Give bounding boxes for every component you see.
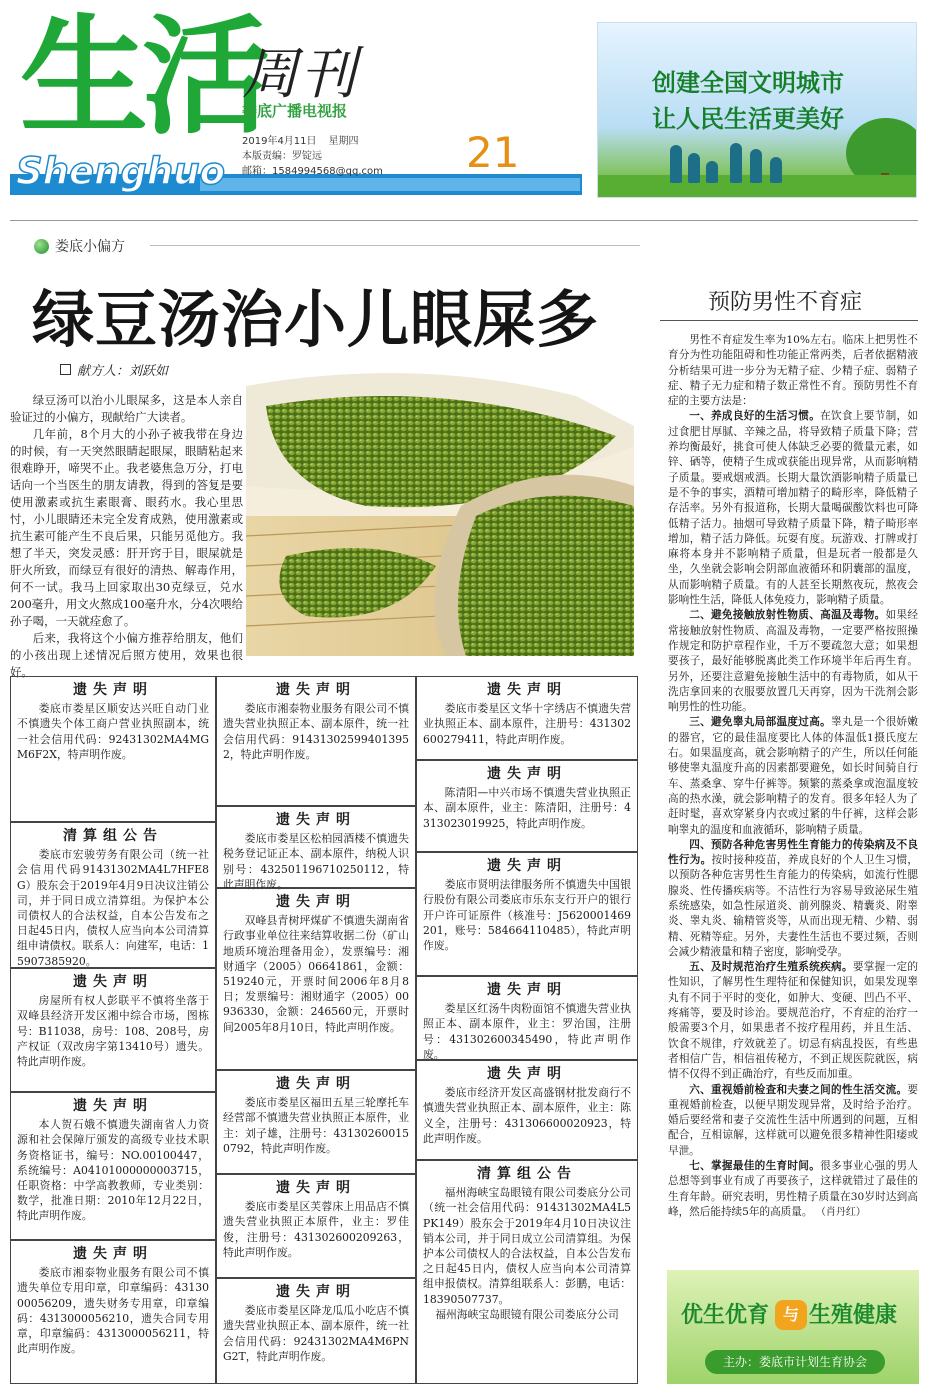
banner-line-1: 创建全国文明城市 bbox=[652, 69, 844, 97]
issue-weekday: 星期四 bbox=[328, 136, 359, 147]
notice-body: 本人贺石娥不慎遗失湖南省人力资源和社会保障厅颁发的高级专业技术职务资格证书，编号：NO.00100447，系统编号：A04101000000003715，任职资格：中学高教教师，专业类别：数学，批准日期：2010年12月22日，特此声明作废。 bbox=[17, 1118, 209, 1223]
masthead-light-bar bbox=[200, 178, 580, 191]
notice-title: 遗失声明 bbox=[276, 1076, 356, 1092]
notice-box bbox=[216, 806, 416, 891]
masthead-paper-name: 娄底广播电视报 bbox=[242, 102, 348, 120]
notice-title: 遗失声明 bbox=[73, 974, 153, 990]
side-intro: 男性不育症发生率为10%左右。临床上把男性不育分为性功能阻碍和性功能正常两类，后者依据精液分析结果可进一步分为无精子症、少精子症、弱精子症、精子无力症和精子数正常性不育。预防男性不育症的主要方法是： bbox=[668, 334, 918, 408]
notice-title: 遗失声明 bbox=[73, 1098, 153, 1114]
notice-box bbox=[416, 760, 638, 852]
masthead-title: 生活 bbox=[20, 3, 265, 152]
notice-body: 娄底市娄星区顺安达兴旺自动门业不慎遗失个体工商户营业执照副本，统一社会信用代码：92431302MA4MGM6F2X，特声明作废。 bbox=[17, 702, 209, 761]
notice-body: 娄底市娄星区文华十字绣店不慎遗失营业执照正本、副本原件，注册号：431302600279411，特此声明作废。 bbox=[423, 702, 631, 746]
notice-body: 娄底市娄星区福田五星三轮摩托车经营部不慎遗失营业执照正本原件，业主：刘子雄，注册号：431302600150792，特此声明作废。 bbox=[223, 1096, 409, 1155]
notice-box bbox=[216, 888, 416, 1070]
notice-box bbox=[416, 1160, 638, 1384]
notice-box bbox=[416, 1060, 638, 1160]
masthead-pinyin: Shenghuo bbox=[16, 150, 226, 193]
notice-box bbox=[216, 1174, 416, 1278]
notice-title: 遗失声明 bbox=[73, 682, 153, 698]
masthead-info bbox=[242, 134, 383, 179]
notice-title: 遗失声明 bbox=[487, 682, 567, 698]
notice-box bbox=[216, 1070, 416, 1174]
square-icon bbox=[60, 364, 71, 375]
article-paragraph: 后来，我将这个小偏方推荐给朋友，他们的小孩出现上述情况后照方使用，效果也很好。 bbox=[10, 631, 243, 679]
health-ad bbox=[667, 1270, 919, 1384]
ad-slogan-1: 优生优育 bbox=[681, 1303, 770, 1328]
notice-title: 遗失声明 bbox=[487, 982, 567, 998]
column-tag bbox=[34, 236, 125, 256]
notice-title: 清算组公告 bbox=[477, 1166, 577, 1182]
side-section: 五、及时规范治疗生殖系统疾病。要掌握一定的性知识，了解男性生理特征和保健知识，如果发现睾丸有不同于平时的变化，如肿大、变硬、凹凸不平、疼痛等，要及时诊治。要规范治疗，不育症的治疗一般需要3个月，如果患者不按疗程用药，并且生活、饮食不规律，疗效就差了。切忌有病乱投医，有些患者相信广告，相信祖传秘方，不到正规医院就医，病情不仅得不到正确治疗，有些反而加重。 bbox=[668, 961, 919, 1081]
notice-title: 遗失声明 bbox=[276, 1180, 356, 1196]
notice-title: 遗失声明 bbox=[487, 1066, 567, 1082]
side-article-title: 预防男性不育症 bbox=[707, 290, 862, 315]
ad-sponsor: 主办：娄底市计划生育协会 bbox=[705, 1350, 885, 1374]
family-silhouette-icon bbox=[670, 143, 810, 183]
notice-body: 娄底市娄星区松柏园酒楼不慎遗失税务登记证正本、副本原件，纳税人识别号：432501196710250112，特此声明作废。 bbox=[223, 832, 409, 891]
article-paragraph: 绿豆汤可以治小儿眼屎多，这是本人亲自验证过的小偏方，现献给广大读者。 bbox=[10, 393, 243, 424]
ad-slogan-2: 生殖健康 bbox=[809, 1303, 898, 1328]
banner-line-2: 让人民生活更美好 bbox=[652, 105, 844, 133]
notice-body: 娄底市宏骏劳务有限公司（统一社会信用代码91431302MA4L7HFE8G）股东会于2019年4月9日决议注销公司，并于同日成立清算组。为保护本公司债权人的合法权益，自本公告发布之日起45日内，债权人应当向本公司清算组申请债权。联系人：向建军，电话：15907385920。 bbox=[17, 848, 209, 968]
notice-title: 遗失声明 bbox=[73, 1246, 153, 1262]
notice-box bbox=[10, 1240, 216, 1384]
side-section: 七、掌握最佳的生育时间。很多事业心强的男人总想等到事业有成了再要孩子，这样就错过了最佳的生育年龄。研究表明，男性精子质量在30岁时达到高峰，然后能持续5年的高质量。 （肖丹红） bbox=[668, 1160, 919, 1218]
byline-text: 献方人：刘跃如 bbox=[77, 364, 169, 379]
mung-bean-photo bbox=[246, 366, 634, 656]
editor-line: 本版责编：罗锭远 bbox=[242, 151, 322, 162]
notice-box bbox=[416, 852, 638, 976]
notice-body: 娄底市经济开发区高盛钢材批发商行不慎遗失营业执照正本、副本原件，业主：陈义全，注册号：431306600020923，特此声明作废。 bbox=[423, 1086, 631, 1145]
notice-title: 遗失声明 bbox=[276, 812, 356, 828]
side-title-rule bbox=[660, 320, 918, 321]
issue-date: 2019年4月11日 bbox=[242, 136, 317, 147]
notice-box bbox=[216, 676, 416, 806]
notice-body: 娄底市湘泰物业服务有限公司不慎遗失单位专用印章，印章编码：4313000056209，遗失财务专用章，印章编码：4313000056210，遗失合同专用章，印章编码：4313000056211，特此声明作废。 bbox=[17, 1266, 209, 1356]
notice-box bbox=[416, 676, 638, 760]
email-line: 邮箱：1584994568@qq.com bbox=[242, 166, 383, 177]
top-rule bbox=[10, 220, 918, 221]
notice-body: 娄底市湘泰物业服务有限公司不慎遗失营业执照正本、副本原件，统一社会信用代码：91431302599401395 2，特此声明作废。 bbox=[223, 702, 409, 761]
notice-box bbox=[10, 1092, 216, 1240]
notice-box bbox=[10, 968, 216, 1092]
notice-box bbox=[216, 1278, 416, 1384]
tag-rule bbox=[150, 245, 640, 246]
article-byline bbox=[60, 360, 168, 379]
notice-box bbox=[416, 976, 638, 1060]
notice-signature: 福州海峡宝岛眼镜有限公司娄底分公司 bbox=[435, 1307, 619, 1321]
article-body bbox=[10, 392, 243, 681]
notice-body: 娄星区红汤牛肉粉面馆不慎遗失营业执照正本、副本原件，业主：罗治国，注册号：431302600345490，特此声明作废。 bbox=[423, 1002, 631, 1061]
notice-body: 双峰县青树坪煤矿不慎遗失湖南省行政事业单位往来结算收据二份（矿山地质环境治理备用金），发票编号：湘财通字（2005）06641861，金额：519240元，开票时间2006年8月8日；发票编号：湘财通字（2005）00936330，金额：246560元，开票时间2005年8月10日，特此声明作废。 bbox=[223, 914, 409, 1034]
notice-title: 遗失声明 bbox=[487, 766, 567, 782]
article-paragraph: 几年前，8个月大的小孙子被我带在身边的时候，有一天突然眼睛起眼屎，眼睛粘起来很难睁开，啼哭不止。我老婆焦急万分，打电话向一个当医生的朋友请教，得到的答复是要使用激素或抗生素眼膏、眼药水。我心里思忖，小儿眼睛还未完全发育成熟，使用激素或抗生素可能产生不良后果，只能另觅他方。我想了半天，突发灵感：肝开窍于目，眼屎就是肝火所致，而绿豆有很好的清热、解毒作用，何不一试。我马上回家取出30克绿豆，兑水200毫升，用文火熬成100毫升水，分4次喂给孙子喝，一天就痊愈了。 bbox=[10, 427, 243, 628]
side-section: 六、重视婚前检查和夫妻之间的性生活交流。要重视婚前检查，以便早期发现异常，及时给予治疗。婚后要经常和妻子交流性生活中所遇到的问题，互相配合，互相谅解，这样就可以避免很多精神性阳痿或早泄。 bbox=[668, 1083, 918, 1157]
page-number: 21 bbox=[466, 128, 520, 177]
notice-title: 遗失声明 bbox=[276, 1284, 356, 1300]
notice-body: 福州海峡宝岛眼镜有限公司娄底分公司（统一社会信用代码：91431302MA4L5PK149）股东会于2019年4月10日决议注销本公司，并于同日成立公司清算组。为保护本公司债权人的合法权益，自本公告发布之日起45日内，债权人应当向本公司清算组申报债权。清算组联系人：彭鹏，电话：18390507737。 bbox=[423, 1186, 631, 1306]
notice-title: 遗失声明 bbox=[276, 894, 356, 910]
notice-body: 陈清阳—中兴市场不慎遗失营业执照正本、副本原件，业主：陈清阳，注册号：4313023019925，特此声明作废。 bbox=[423, 786, 631, 830]
side-author: （肖丹红） bbox=[815, 1206, 866, 1218]
article-headline: 绿豆汤治小儿眼屎多 bbox=[32, 283, 600, 356]
masthead-weekly: 周刊 bbox=[242, 42, 358, 107]
side-section: 四、预防各种危害男性生育能力的传染病及不良性行为。按时接种疫苗，养成良好的个人卫生习惯，以预防各种危害男性生育能力的传染病，如流行性腮腺炎、性传播疾病等。不洁性行为容易导致泌尿生殖系统感染，如急性尿道炎、前列腺炎、精囊炎、附睾炎、睾丸炎、输精管炎等，从而出现无精、少精、弱精、死精等症。另外，夫妻性生活也不要过频，否则会减少精液量和精子密度，影响受孕。 bbox=[668, 838, 919, 958]
notice-title: 遗失声明 bbox=[487, 858, 567, 874]
notice-box bbox=[10, 676, 216, 822]
bullet-dot-icon bbox=[34, 239, 49, 254]
notice-title: 遗失声明 bbox=[276, 682, 356, 698]
ad-join-icon: 与 bbox=[775, 1300, 807, 1330]
notice-body: 娄底市贤明法律服务所不慎遗失中国银行股份有限公司娄底市乐东支行开户的银行开户许可证原件（核准号：J5620001469201，账号：584664110485），特此声明作废。 bbox=[423, 878, 631, 953]
notice-body: 娄底市娄星区芙蓉床上用品店不慎遗失营业执照正本原件，业主：罗佳俊，注册号：431302600209263，特此声明作废。 bbox=[223, 1200, 409, 1259]
notice-box bbox=[10, 822, 216, 968]
notice-body: 房屋所有权人彭联平不慎将坐落于双峰县经济开发区湘中综合市场，图栋号：B11038，房号：108、208号，房产权证（双改房字第13410号）遗失。特此声明作废。 bbox=[17, 994, 209, 1069]
notice-body: 娄底市娄星区降龙瓜瓜小吃店不慎遗失营业执照正本、副本原件，统一社会信用代码：92431302MA4M6PNG2T，特此声明作废。 bbox=[223, 1304, 409, 1363]
side-article-body bbox=[668, 333, 918, 1220]
side-section: 二、避免接触放射性物质、高温及毒物。如果经常接触放射性物质、高温及毒物，一定要严格按照操作规定和防护章程作业，千万不要疏忽大意；如果想要孩子，最好能够脱离此类工作环境半年后再生育。另外，还要注意避免接触生活中的有毒物质，如从干洗店拿回来的衣服要放置几天再穿，因为干洗剂会影响男性的性功能。 bbox=[668, 609, 919, 714]
side-section: 一、养成良好的生活习惯。在饮食上要节制，如过食肥甘厚腻、辛辣之品，将导致精子质量下降；营养均衡最好，挑食可使人体缺乏必要的微量元素，如锌、硒等，使精子生成或获能出现异常，从而影响精子质量。要戒烟戒酒。长期大量饮酒影响精子质量已是不争的事实，酒精可增加精子的畸形率，降低精子存活率。另外有报道称，长期大量喝碳酸饮料也可降低精子活力。抽烟可导致精子质量下降，精子畸形率增加，精子活力降低。玩耍有度。玩游戏、打牌或打麻将本身并不影响精子质量，但是玩者一般都是久坐，久坐就会影响会阴部血液循环和阴囊部的温度，从而影响精子质量。有的人甚至长期熬夜玩，熬夜会影响性生活，降低人体免疫力，影响精子质量。 bbox=[668, 410, 919, 607]
notice-title: 清算组公告 bbox=[63, 828, 163, 844]
column-name: 娄底小偏方 bbox=[55, 239, 125, 255]
civilization-banner bbox=[597, 22, 917, 198]
side-section: 三、避免睾丸局部温度过高。睾丸是一个很娇嫩的器官，它的最佳温度要比人体的体温低1摄氏度左右。如果温度高，就会影响精子的产生，所以任何能够使睾丸温度升高的因素都要避免，如长时间骑自行车、蒸桑拿、穿牛仔裤等。频繁的蒸桑拿或泡温度较高的热水澡，就会影响精子的发育。很多年轻人为了赶时髦，喜欢穿紧身内衣或过紧的牛仔裤，这样会影响睾丸的温度和血液循环，影响精子质量。 bbox=[668, 716, 919, 836]
